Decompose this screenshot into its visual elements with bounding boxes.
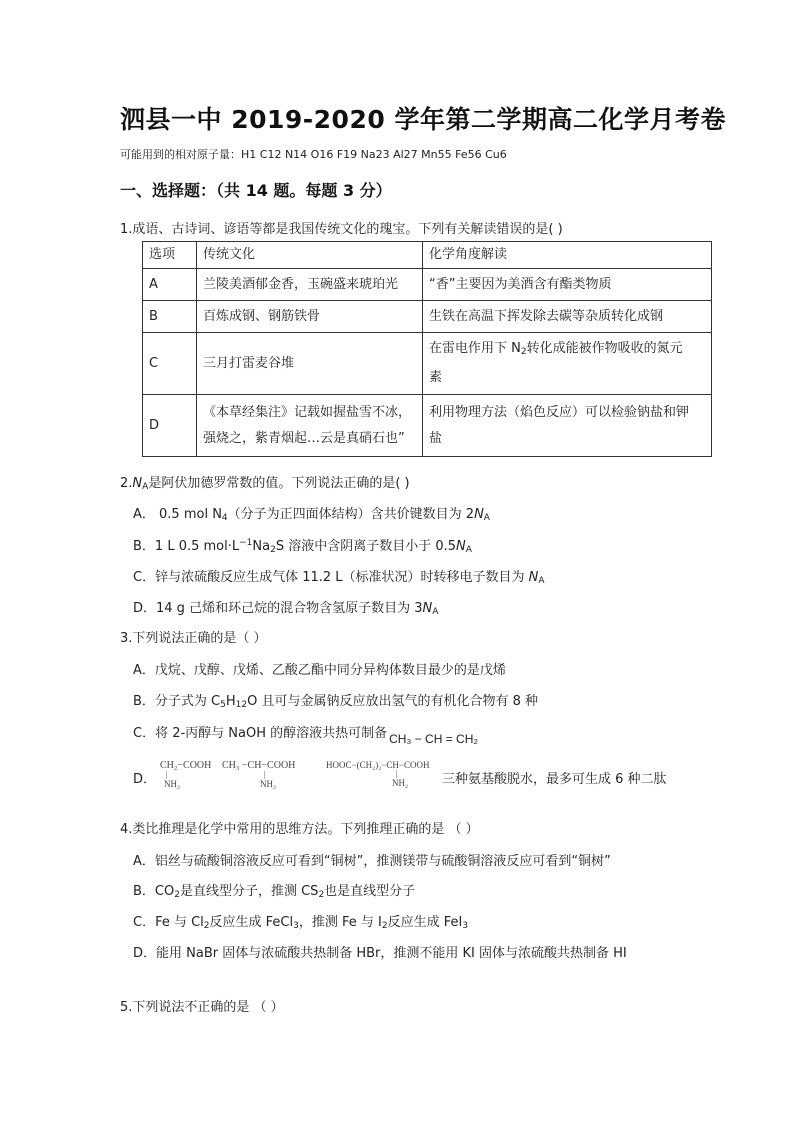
option-text: B．分子式为 C: [133, 694, 221, 709]
option-text: D．14 g 己烯和环己烷的混合物含氢原子数目为 3: [133, 601, 423, 616]
glycine-structure: [160, 760, 211, 789]
table-cell: 百炼成钢、钢筋铁骨: [197, 301, 423, 333]
subscript: 2: [520, 347, 527, 357]
cell-text: 《本草经集注》记载如握盐雪不冰，: [203, 404, 412, 420]
table-cell: [197, 395, 423, 457]
q4-option-a: A．铝丝与硫酸铜溶液反应可看到“铜树”，推测镁带与硫酸铜溶液反应可看到“铜树”: [133, 854, 611, 869]
table-row: [143, 395, 712, 457]
cell-text: 利用物理方法（焰色反应）可以检验钠盐和钾: [429, 404, 690, 420]
amino-group: NH₂: [164, 779, 181, 789]
section-title: 一、选择题：（共 14 题。每题 3 分）: [120, 181, 392, 200]
option-text: H: [225, 694, 236, 709]
table-cell: 兰陵美酒郁金香，玉碗盛来琥珀光: [197, 269, 423, 301]
subscript: A: [142, 482, 149, 492]
q4-option-b: [133, 880, 415, 900]
atomic-masses-values: H1 C12 N14 O16 F19 Na23 Al27 Mn55 Fe56 Cu6: [241, 148, 507, 161]
q2-option-b: [133, 535, 472, 555]
q4-stem: 4.类比推理是化学中常用的思维方法。下列推理正确的是 （ ）: [120, 822, 479, 837]
q3-option-c: [133, 722, 479, 746]
option-text: ，推测 Fe 与 I: [298, 915, 382, 930]
table-cell: 生铁在高温下挥发除去碳等杂质转化成钢: [423, 301, 712, 333]
option-text: B．CO: [133, 884, 175, 899]
q2-number: 2.: [120, 476, 133, 491]
option-text: C．锌与浓硫酸反应生成气体 11.2 L（标准状况）时转移电子数目为: [133, 570, 529, 585]
subscript: 2: [381, 921, 388, 931]
table-row: [143, 301, 712, 333]
subscript: 4: [221, 513, 228, 523]
q5-stem: 5.下列说法不正确的是 （ ）: [120, 1000, 284, 1015]
option-text: A． 0.5 mol N: [133, 507, 222, 522]
q2-stem-text: 是阿伏加德罗常数的值。下列说法正确的是( ): [148, 476, 410, 491]
option-text: C．Fe 与 Cl: [133, 915, 204, 930]
cell-text: 转化成能被作物吸收的氮元: [526, 341, 683, 356]
structure-top: CH₃ −CH−COOH: [222, 760, 296, 771]
subscript: 12: [235, 700, 248, 710]
q4-option-c: [133, 911, 468, 931]
table-cell: [423, 395, 712, 457]
table-header-row: [143, 242, 712, 269]
subscript: A: [465, 545, 472, 555]
subscript: 2: [270, 545, 276, 555]
q2-stem: [120, 472, 410, 492]
option-text: 反应生成 FeI: [387, 915, 463, 930]
q3-option-d-label: D．: [133, 772, 157, 787]
option-text: Na: [252, 539, 271, 554]
q3-option-a: A．戊烷、戊醇、戊烯、乙酸乙酯中同分异构体数目最少的是戊烯: [133, 663, 506, 678]
avogadro-symbol: N: [528, 570, 539, 585]
subscript: 5: [220, 700, 226, 710]
amino-group: NH₂: [392, 778, 409, 788]
table-row: [143, 333, 712, 395]
bond-line: |: [396, 769, 398, 778]
bond-line: |: [166, 770, 168, 779]
atomic-masses-line: [120, 146, 507, 162]
table-cell: [423, 333, 712, 395]
table-cell: C: [143, 333, 197, 395]
subscript: 2: [318, 890, 325, 900]
option-text: B．1 L 0.5 mol·L: [133, 539, 240, 554]
subscript: A: [538, 576, 545, 586]
table-cell: A: [143, 269, 197, 301]
cell-text: 盐: [429, 430, 443, 446]
avogadro-symbol: N: [474, 507, 484, 522]
q2-option-a: [133, 503, 490, 523]
avogadro-symbol: N: [456, 539, 466, 554]
superscript: −1: [239, 538, 253, 548]
table-header-cell: 化学角度解读: [423, 242, 712, 269]
table-cell: B: [143, 301, 197, 333]
table-row: [143, 269, 712, 301]
option-text: 反应生成 FeCl: [209, 915, 294, 930]
cell-text: 素: [429, 370, 443, 385]
q4-option-d: D．能用 NaBr 固体与浓硫酸共热制备 HBr，推测不能用 KI 固体与浓硫酸共热制备 HI: [133, 946, 627, 961]
alanine-structure: [222, 760, 295, 789]
cell-text: 在雷电作用下 N: [429, 341, 521, 356]
option-text: 是直线型分子，推测 CS: [179, 884, 319, 899]
option-text: 也是直线型分子: [324, 884, 416, 899]
atomic-masses-label: 可能用到的相对原子量：: [120, 148, 241, 161]
q1-stem: 1.成语、古诗词、谚语等都是我国传统文化的瑰宝。下列有关解读错误的是( ): [120, 222, 563, 237]
cell-text: 强烧之，紫青烟起…云是真硝石也”: [203, 430, 405, 446]
avogadro-symbol: N: [132, 476, 143, 491]
glutamic-acid-structure: [326, 760, 430, 788]
q3-stem: 3.下列说法正确的是（ ）: [120, 631, 267, 646]
structure-top: HOOC−(CH₂)₂−CH−COOH: [326, 760, 430, 770]
option-text: （分子为正四面体结构）含共价键数目为 2: [227, 507, 475, 522]
avogadro-symbol: N: [422, 601, 433, 616]
q2-option-d: [133, 597, 438, 617]
subscript: 3: [462, 921, 469, 931]
q3-option-d-text: 三种氨基酸脱水，最多可生成 6 种二肽: [442, 772, 667, 787]
option-text: C．将 2-丙醇与 NaOH 的醇溶液共热可制备: [133, 726, 388, 741]
option-text: O 且可与金属钠反应放出氢气的有机化合物有 8 种: [247, 694, 539, 709]
table-cell: 三月打雷麦谷堆: [197, 333, 423, 395]
table-cell: “香”主要因为美酒含有酯类物质: [423, 269, 712, 301]
table-cell: D: [143, 395, 197, 457]
table-header-cell: 传统文化: [197, 242, 423, 269]
structure-top: CH₂−COOH: [160, 760, 212, 771]
option-text: S 溶液中含阴离子数目小于 0.5: [275, 539, 457, 554]
q3-option-b: [133, 690, 538, 710]
subscript: 3: [293, 921, 299, 931]
q1-table: [142, 241, 712, 457]
amino-group: NH₂: [260, 779, 277, 789]
subscript: 2: [203, 921, 210, 931]
subscript: 2: [174, 890, 180, 900]
exam-title: 泗县一中 2019-2020 学年第二学期高二化学月考卷: [120, 105, 726, 134]
subscript: A: [483, 513, 490, 523]
subscript: A: [432, 607, 439, 617]
bond-line: |: [264, 770, 266, 779]
propene-formula: CH₃ − CH = CH₂: [389, 732, 479, 746]
table-header-cell: 选项: [143, 242, 197, 269]
q2-option-c: [133, 566, 545, 586]
